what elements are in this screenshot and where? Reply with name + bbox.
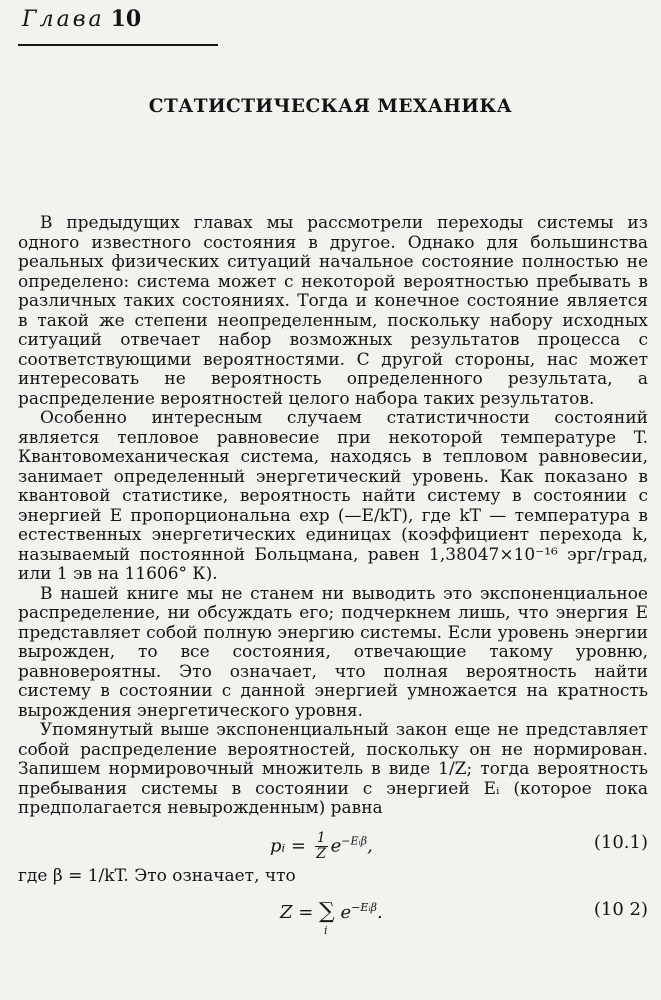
paragraph-4: Упомянутый выше экспоненциальный закон еще не представляет собой распределение вероятностей, поскольку он не нормирован. Запишем нормировочный множитель в виде 1/Z; тогда вероятность пребывания системы в состоянии с энергией Eᵢ (которое пока предполагается невырожденным) равна — [18, 720, 648, 818]
chapter-title: СТАТИСТИЧЕСКАЯ МЕХАНИКА — [148, 96, 513, 117]
eq1-exponent: −Eᵢβ — [341, 834, 368, 847]
sum-index: i — [324, 924, 328, 937]
sum-symbol — [319, 899, 335, 937]
eq2-tail: . — [376, 902, 383, 923]
equation-10-1-number: (10.1) — [593, 831, 648, 853]
body-text — [18, 213, 648, 937]
eq1-numerator: 1 — [316, 829, 326, 846]
between-equations-text: где β = 1/kT. Это означает, что — [18, 865, 296, 886]
chapter-word: Глава — [22, 7, 105, 32]
paragraph-2: Особенно интересным случаем статистичности состояний является тепловое равновесие при некоторой температуре T. Квантовомеханическая система, находясь в тепловом равновесии, занимает определенный энергетический уровень. Как показано в квантовой статистике, вероятность найти систему в состоянии с энергией E пропорциональна exp (—E/kT), где kT — температура в естественных энергетических единицах (коэффициент перехода k, называемый постоянной Больцмана, равен 1,38047×10⁻¹⁶ эрг/град, или 1 эв на 11606° К). — [18, 408, 648, 584]
paragraph-1: В предыдущих главах мы рассмотрели переходы системы из одного известного состояния в другое. Однако для большинства реальных физических ситуаций начальное состояние полностью не определено: система может с некоторой вероятностью пребывать в различных таких состояниях. Тогда и конечное состояние является в такой же степени неопределенным, поскольку набору исходных ситуаций отвечает набор возможных результатов процесса с соответствующими вероятностями. С другой стороны, нас может интересовать не вероятность определенного результата, а распределение вероятностей целого набора таких результатов. — [18, 213, 648, 409]
equation-10-1 — [18, 819, 648, 867]
equation-10-2 — [18, 886, 648, 937]
equation-10-2-number: (10 2) — [593, 899, 648, 920]
equation-10-1-expression — [270, 831, 373, 862]
eq1-denominator: Z — [316, 845, 327, 862]
chapter-rule — [18, 44, 218, 46]
sum-glyph: ∑ — [319, 899, 335, 924]
chapter-heading — [22, 6, 141, 32]
eq1-fraction — [315, 831, 328, 862]
eq1-lhs: pᵢ = — [270, 835, 306, 856]
eq2-exp-base: e — [340, 902, 352, 923]
equation-10-2-expression — [280, 898, 383, 937]
chapter-number: 10 — [110, 6, 142, 32]
eq1-tail: , — [367, 835, 373, 856]
eq1-exp-base: e — [330, 835, 342, 856]
eq2-exponent: −Eᵢβ — [351, 901, 377, 914]
eq2-lhs: Z = — [280, 902, 314, 923]
paragraph-3: В нашей книге мы не станем ни выводить это экспоненциальное распределение, ни обсуждать его; подчеркнем лишь, что энергия E представляет собой полную энергию системы. Если уровень энергии вырожден, то все состояния, отвечающие такому уровню, равновероятны. Это означает, что полная вероятность найти систему в состоянии с данной энергией умножается на кратность вырождения энергетического уровня. — [18, 583, 648, 721]
